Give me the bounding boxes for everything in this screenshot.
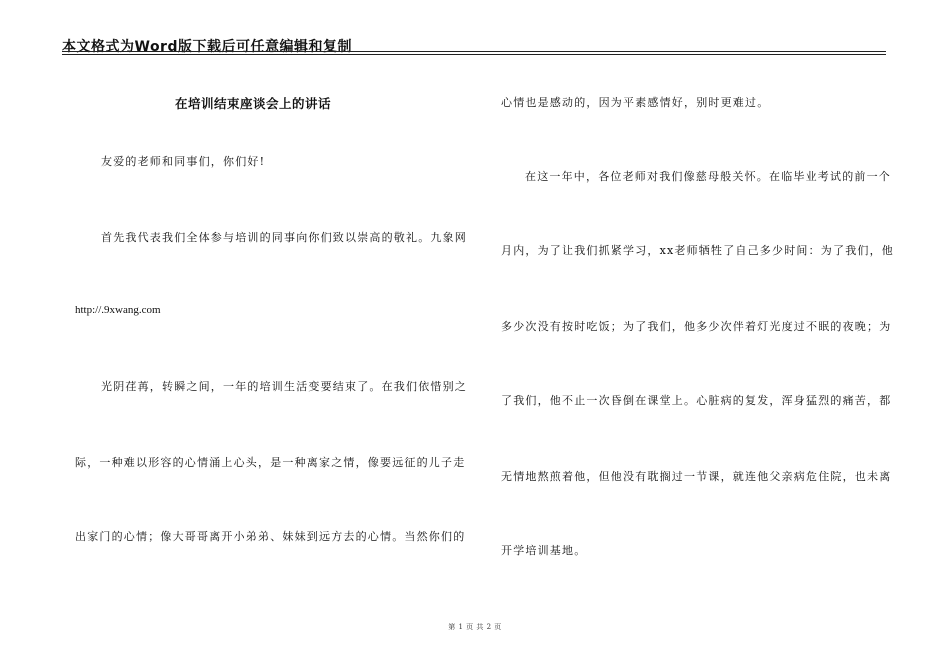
paragraph-line: 多少次没有按时吃饭；为了我们，他多少次伴着灯光度过不眠的夜晚；为 — [501, 320, 892, 333]
document-title: 在培训结束座谈会上的讲话 — [175, 96, 332, 111]
paragraph-line: 光阴荏苒，转瞬之间，一年的培训生活变要结束了。在我们依惜别之 — [101, 380, 467, 393]
paragraph-line: 出家门的心情；像大哥哥离开小弟弟、妹妹到远方去的心情。当然你们的 — [75, 530, 466, 543]
paragraph-line: 友爱的老师和同事们，你们好! — [101, 155, 266, 168]
paragraph-line: 在这一年中，各位老师对我们像慈母般关怀。在临毕业考试的前一个 — [525, 170, 891, 183]
paragraph-line: 开学培训基地。 — [501, 544, 587, 557]
paragraph-line: 了我们，他不止一次昏倒在课堂上。心脏病的复发，浑身猛烈的痛苦，都 — [501, 394, 892, 407]
download-banner: 本文格式为Word版下载后可任意编辑和复制 — [62, 39, 352, 55]
paragraph-line: 首先我代表我们全体参与培训的同事向你们致以崇高的敬礼。九象网 — [101, 231, 467, 244]
paragraph-line: 际，一种难以形容的心情涌上心头，是一种离家之情，像要远征的儿子走 — [75, 456, 466, 469]
banner-divider — [62, 51, 886, 55]
url-line: http://.9xwang.com — [75, 304, 161, 316]
paragraph-line: 无情地熬煎着他，但他没有耽搁过一节课，就连他父亲病危住院，也未离 — [501, 470, 892, 483]
page-number: 第 1 页 共 2 页 — [448, 623, 502, 631]
paragraph-line: 月内，为了让我们抓紧学习，xx老师牺牲了自己多少时间：为了我们，他 — [501, 244, 895, 257]
paragraph-line: 心情也是感动的，因为平素感情好，别时更难过。 — [501, 96, 770, 109]
